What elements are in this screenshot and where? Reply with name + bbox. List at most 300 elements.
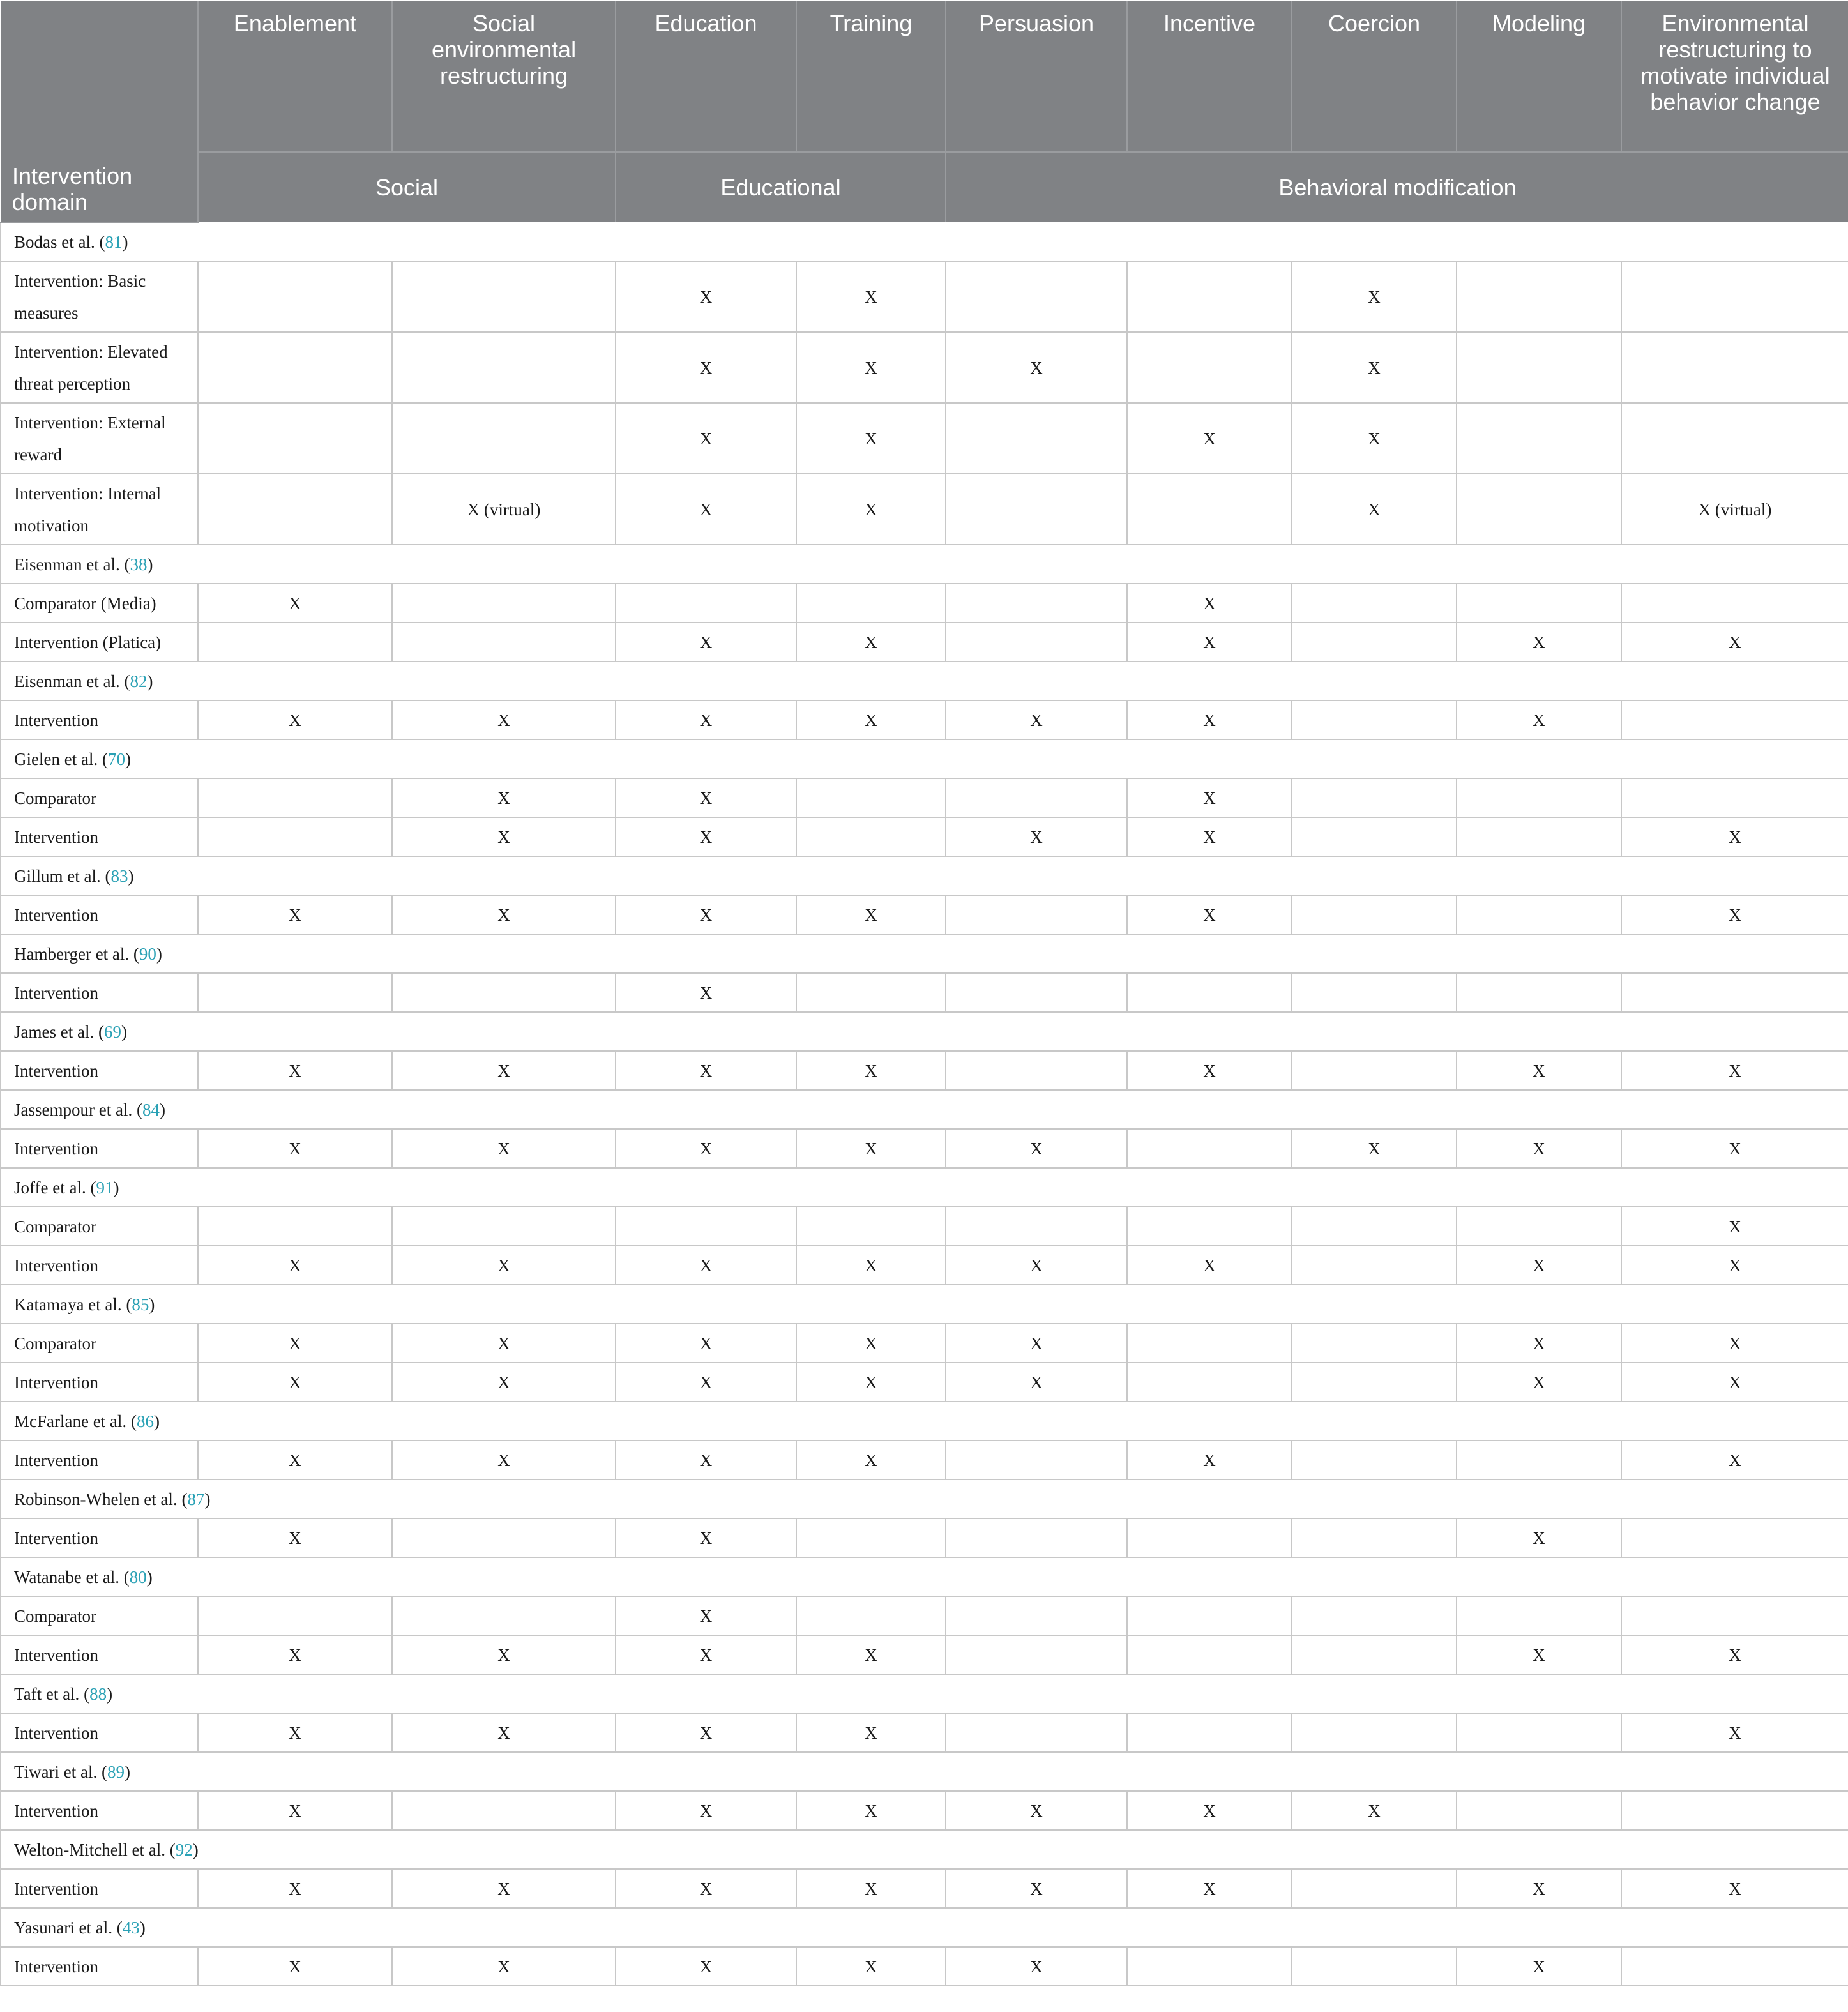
row-label: Intervention [1, 973, 198, 1012]
row-label: Intervention [1, 1791, 198, 1830]
table-cell [198, 332, 392, 403]
table-cell [1292, 1869, 1457, 1908]
table-row [1, 1324, 1848, 1363]
study-name: Katamaya et al. [14, 1294, 122, 1314]
table-cell: X [946, 1791, 1127, 1830]
reference-link[interactable]: 89 [107, 1762, 125, 1781]
reference-close-paren: ) [113, 1177, 119, 1197]
table-cell: X [392, 817, 616, 856]
reference-link[interactable]: 38 [130, 554, 148, 574]
table-cell [1457, 474, 1621, 545]
row-label: Intervention: Internal motivation [1, 474, 198, 545]
table-cell [796, 973, 946, 1012]
table-cell [1127, 1947, 1292, 1986]
table-cell: X [198, 1441, 392, 1479]
table-cell: X [946, 332, 1127, 403]
study-name: Gielen et al. [14, 749, 98, 769]
table-cell: X [198, 584, 392, 623]
study-name-cell [1, 545, 1848, 584]
table-cell: X [616, 1869, 796, 1908]
study-row [1, 1557, 1848, 1596]
table-row [1, 1051, 1848, 1090]
table-cell: X (virtual) [1621, 474, 1848, 545]
table-cell [392, 1791, 616, 1830]
table-cell: X [796, 1713, 946, 1752]
reference-link[interactable]: 88 [89, 1684, 107, 1704]
row-label: Intervention [1, 1129, 198, 1168]
table-cell: X [1127, 584, 1292, 623]
study-row [1, 545, 1848, 584]
reference-open-paren: ( [132, 1100, 142, 1119]
study-name-cell [1, 1479, 1848, 1518]
table-cell [796, 1518, 946, 1557]
table-cell: X (virtual) [392, 474, 616, 545]
reference-close-paren: ) [153, 1411, 160, 1431]
table-cell [1457, 1207, 1621, 1246]
column-header-education: Education [616, 1, 796, 152]
table-cell: X [1621, 623, 1848, 662]
table-cell: X [1457, 1324, 1621, 1363]
row-label: Intervention [1, 1947, 198, 1986]
table-cell: X [616, 1947, 796, 1986]
column-header-environmental-restructuring: Environmental restructuring to motivate individual behavior change [1621, 1, 1848, 152]
table-cell: X [1457, 700, 1621, 739]
table-cell [198, 973, 392, 1012]
reference-open-paren: ( [121, 1294, 132, 1314]
table-cell [198, 817, 392, 856]
table-row [1, 817, 1848, 856]
table-cell: X [392, 700, 616, 739]
table-cell: X [1127, 1441, 1292, 1479]
table-cell: X [616, 1791, 796, 1830]
table-cell [946, 895, 1127, 934]
table-cell: X [616, 332, 796, 403]
study-row [1, 856, 1848, 895]
row-label: Intervention [1, 1869, 198, 1908]
table-cell [1457, 1713, 1621, 1752]
table-cell [392, 973, 616, 1012]
table-cell: X [1621, 817, 1848, 856]
table-cell: X [198, 1129, 392, 1168]
table-cell [1127, 1518, 1292, 1557]
reference-open-paren: ( [98, 749, 108, 769]
reference-open-paren: ( [95, 232, 105, 252]
table-cell: X [946, 1246, 1127, 1285]
column-header-enablement: Enablement [198, 1, 392, 152]
table-cell: X [1621, 1129, 1848, 1168]
row-label: Intervention [1, 700, 198, 739]
reference-link[interactable]: 70 [107, 749, 125, 769]
table-cell: X [616, 1246, 796, 1285]
table-cell: X [1621, 1207, 1848, 1246]
study-name-cell [1, 934, 1848, 973]
table-row [1, 1207, 1848, 1246]
reference-link[interactable]: 84 [142, 1100, 160, 1119]
table-cell: X [198, 1947, 392, 1986]
table-cell: X [198, 1635, 392, 1674]
table-cell: X [1457, 623, 1621, 662]
reference-close-paren: ) [121, 1022, 127, 1041]
table-cell: X [946, 1324, 1127, 1363]
study-name-cell [1, 1557, 1848, 1596]
study-name-cell [1, 1168, 1848, 1207]
table-cell: X [392, 1441, 616, 1479]
table-cell: X [392, 778, 616, 817]
table-cell [1127, 973, 1292, 1012]
table-cell: X [198, 1713, 392, 1752]
study-row [1, 934, 1848, 973]
table-cell [1621, 584, 1848, 623]
table-cell: X [198, 1051, 392, 1090]
table-cell: X [1621, 1363, 1848, 1402]
reference-link[interactable]: 69 [103, 1022, 121, 1041]
table-cell [392, 261, 616, 332]
table-cell: X [1127, 1246, 1292, 1285]
table-cell [1292, 1713, 1457, 1752]
reference-close-paren: ) [204, 1489, 211, 1509]
reference-close-paren: ) [139, 1917, 146, 1937]
table-row [1, 1246, 1848, 1285]
group-header-social: Social [198, 152, 616, 222]
table-cell [1292, 778, 1457, 817]
table-cell: X [946, 1129, 1127, 1168]
column-header-social-environmental-restructuring: Social environmental restructuring [392, 1, 616, 152]
table-cell: X [1292, 1129, 1457, 1168]
table-cell [796, 778, 946, 817]
table-cell [1621, 332, 1848, 403]
table-cell [1621, 1947, 1848, 1986]
table-cell [198, 1596, 392, 1635]
table-cell: X [1457, 1947, 1621, 1986]
row-label: Intervention [1, 1518, 198, 1557]
table-cell [946, 1635, 1127, 1674]
table-cell: X [616, 1129, 796, 1168]
study-row [1, 1830, 1848, 1869]
reference-link[interactable]: 82 [130, 671, 148, 691]
table-cell: X [796, 1791, 946, 1830]
table-row [1, 1869, 1848, 1908]
table-cell [1457, 1596, 1621, 1635]
study-row [1, 1479, 1848, 1518]
table-cell [796, 1207, 946, 1246]
table-cell: X [796, 895, 946, 934]
study-name-cell [1, 1752, 1848, 1791]
study-name-cell [1, 1674, 1848, 1713]
study-row [1, 1012, 1848, 1051]
table-row [1, 403, 1848, 474]
table-cell [1127, 1363, 1292, 1402]
row-label: Intervention [1, 1363, 198, 1402]
table-cell [1127, 332, 1292, 403]
table-cell: X [796, 1051, 946, 1090]
table-row [1, 1129, 1848, 1168]
table-cell: X [1127, 403, 1292, 474]
table-cell [198, 474, 392, 545]
table-cell: X [1292, 474, 1457, 545]
table-cell [1457, 778, 1621, 817]
table-cell: X [198, 1324, 392, 1363]
table-cell: X [616, 973, 796, 1012]
table-cell [392, 403, 616, 474]
table-cell [1127, 1324, 1292, 1363]
study-name: Yasunari et al. [14, 1917, 112, 1937]
table-cell: X [198, 1791, 392, 1830]
table-cell [946, 584, 1127, 623]
reference-link[interactable]: 80 [129, 1567, 147, 1587]
table-row [1, 474, 1848, 545]
table-cell: X [796, 474, 946, 545]
study-name: Gillum et al. [14, 866, 101, 886]
table-cell: X [616, 817, 796, 856]
reference-open-paren: ( [129, 944, 139, 964]
column-header-modeling: Modeling [1457, 1, 1621, 152]
table-cell: X [1621, 1051, 1848, 1090]
table-cell [1292, 584, 1457, 623]
table-cell [1292, 1051, 1457, 1090]
study-name-cell [1, 1090, 1848, 1129]
study-row [1, 1674, 1848, 1713]
reference-link[interactable]: 86 [136, 1411, 154, 1431]
table-cell: X [796, 700, 946, 739]
reference-close-paren: ) [128, 866, 134, 886]
table-cell: X [392, 1246, 616, 1285]
study-name-cell [1, 1285, 1848, 1324]
reference-link[interactable]: 83 [110, 866, 128, 886]
study-name-cell [1, 1908, 1848, 1947]
column-header-persuasion: Persuasion [946, 1, 1127, 152]
reference-open-paren: ( [119, 1567, 130, 1587]
table-cell [796, 584, 946, 623]
table-cell: X [946, 1363, 1127, 1402]
table-cell [1621, 700, 1848, 739]
table-row [1, 261, 1848, 332]
study-name: Eisenman et al. [14, 671, 120, 691]
table-cell: X [616, 1596, 796, 1635]
table-cell [946, 1207, 1127, 1246]
table-cell: X [796, 1441, 946, 1479]
column-header-training: Training [796, 1, 946, 152]
row-label: Intervention [1, 1441, 198, 1479]
table-cell [1292, 1324, 1457, 1363]
table-cell [796, 817, 946, 856]
table-cell: X [198, 1363, 392, 1402]
table-row [1, 1947, 1848, 1986]
row-label: Intervention [1, 895, 198, 934]
table-row [1, 1363, 1848, 1402]
study-row [1, 1752, 1848, 1791]
table-cell [198, 1207, 392, 1246]
table-cell: X [1292, 1791, 1457, 1830]
row-label: Intervention: Basic measures [1, 261, 198, 332]
table-cell [616, 584, 796, 623]
reference-link[interactable]: 43 [122, 1917, 140, 1937]
table-row [1, 778, 1848, 817]
reference-link[interactable]: 91 [96, 1177, 114, 1197]
study-name-cell [1, 1402, 1848, 1441]
table-cell: X [198, 700, 392, 739]
table-cell: X [616, 778, 796, 817]
table-cell [392, 623, 616, 662]
table-row [1, 584, 1848, 623]
table-cell: X [616, 895, 796, 934]
reference-link[interactable]: 87 [187, 1489, 205, 1509]
table-cell: X [198, 1869, 392, 1908]
table-cell: X [392, 1635, 616, 1674]
table-cell [1127, 1713, 1292, 1752]
study-name: Bodas et al. [14, 232, 95, 252]
row-label: Comparator [1, 1207, 198, 1246]
table-cell [1292, 1947, 1457, 1986]
table-cell: X [1457, 1518, 1621, 1557]
study-row [1, 1402, 1848, 1441]
study-name: Jassempour et al. [14, 1100, 133, 1119]
study-name-cell [1, 1830, 1848, 1869]
table-cell: X [796, 1363, 946, 1402]
table-cell: X [796, 1869, 946, 1908]
table-cell [946, 973, 1127, 1012]
table-cell [392, 332, 616, 403]
table-cell [946, 1518, 1127, 1557]
table-cell: X [616, 700, 796, 739]
table-cell: X [1127, 1791, 1292, 1830]
table-cell: X [392, 1947, 616, 1986]
reference-close-paren: ) [149, 1294, 155, 1314]
table-cell [1292, 895, 1457, 934]
reference-link[interactable]: 90 [139, 944, 156, 964]
table-cell: X [1457, 1051, 1621, 1090]
table-cell: X [616, 1518, 796, 1557]
table-cell [1457, 403, 1621, 474]
table-cell: X [392, 895, 616, 934]
table-cell [946, 623, 1127, 662]
table-cell: X [392, 1051, 616, 1090]
row-label: Comparator [1, 778, 198, 817]
reference-open-paren: ( [177, 1489, 188, 1509]
reference-close-paren: ) [147, 554, 153, 574]
group-header-behavioral-modification: Behavioral modification [946, 152, 1848, 222]
reference-link[interactable]: 81 [105, 232, 123, 252]
table-cell: X [1621, 1713, 1848, 1752]
table-cell: X [616, 261, 796, 332]
row-label: Comparator [1, 1324, 198, 1363]
table-row [1, 332, 1848, 403]
table-cell [1127, 1129, 1292, 1168]
table-cell [946, 1441, 1127, 1479]
table-cell: X [796, 1635, 946, 1674]
table-cell [1457, 332, 1621, 403]
table-cell: X [616, 623, 796, 662]
table-cell: X [796, 1129, 946, 1168]
study-row [1, 1168, 1848, 1207]
table-cell: X [616, 1635, 796, 1674]
table-row [1, 895, 1848, 934]
table-cell [1621, 778, 1848, 817]
table-cell [1292, 973, 1457, 1012]
table-cell [1457, 895, 1621, 934]
table-cell: X [1621, 1635, 1848, 1674]
reference-close-paren: ) [192, 1840, 199, 1859]
reference-link[interactable]: 85 [132, 1294, 149, 1314]
table-cell: X [616, 1324, 796, 1363]
study-row [1, 662, 1848, 700]
table-cell: X [198, 1518, 392, 1557]
table-cell: X [1457, 1129, 1621, 1168]
table-row [1, 700, 1848, 739]
table-cell: X [392, 1324, 616, 1363]
study-name: Watanabe et al. [14, 1567, 119, 1587]
table-cell [1127, 474, 1292, 545]
table-cell [1621, 1596, 1848, 1635]
reference-open-paren: ( [86, 1177, 96, 1197]
table-cell [1127, 1596, 1292, 1635]
study-name: Taft et al. [14, 1684, 80, 1704]
study-name-cell [1, 662, 1848, 700]
row-label: Intervention [1, 1246, 198, 1285]
study-name-cell [1, 222, 1848, 261]
table-cell [198, 623, 392, 662]
reference-close-paren: ) [122, 232, 128, 252]
study-name: Eisenman et al. [14, 554, 120, 574]
table-cell [198, 778, 392, 817]
table-cell: X [796, 332, 946, 403]
reference-open-paren: ( [119, 554, 130, 574]
table-cell [1457, 973, 1621, 1012]
table-cell [1292, 1596, 1457, 1635]
study-row [1, 1285, 1848, 1324]
table-cell [1292, 1246, 1457, 1285]
table-cell: X [796, 623, 946, 662]
reference-close-paren: ) [107, 1684, 113, 1704]
table-row [1, 1791, 1848, 1830]
table-cell: X [198, 895, 392, 934]
study-name: Robinson-Whelen et al. [14, 1489, 178, 1509]
row-label: Comparator (Media) [1, 584, 198, 623]
reference-close-paren: ) [125, 749, 131, 769]
table-cell [392, 584, 616, 623]
study-row [1, 1090, 1848, 1129]
table-cell: X [1457, 1869, 1621, 1908]
reference-close-paren: ) [125, 1762, 130, 1781]
table-cell [392, 1518, 616, 1557]
table-cell: X [946, 817, 1127, 856]
table-cell: X [1292, 403, 1457, 474]
study-row [1, 222, 1848, 261]
study-name-cell [1, 1012, 1848, 1051]
group-header-educational: Educational [616, 152, 946, 222]
table-row [1, 1596, 1848, 1635]
table-cell: X [796, 1324, 946, 1363]
table-cell: X [796, 1947, 946, 1986]
row-label: Intervention: External reward [1, 403, 198, 474]
row-label: Intervention [1, 1713, 198, 1752]
table-cell: X [1127, 1051, 1292, 1090]
table-cell [1457, 584, 1621, 623]
table-row [1, 1713, 1848, 1752]
study-name: James et al. [14, 1022, 95, 1041]
reference-link[interactable]: 92 [175, 1840, 193, 1859]
study-name-cell [1, 856, 1848, 895]
table-cell [1292, 1518, 1457, 1557]
reference-open-paren: ( [165, 1840, 176, 1859]
table-cell [946, 778, 1127, 817]
study-row [1, 739, 1848, 778]
intervention-domain-table [0, 1, 1848, 1986]
table-cell [1457, 261, 1621, 332]
table-row [1, 623, 1848, 662]
table-cell: X [1457, 1246, 1621, 1285]
table-cell: X [1127, 778, 1292, 817]
table-cell: X [616, 403, 796, 474]
